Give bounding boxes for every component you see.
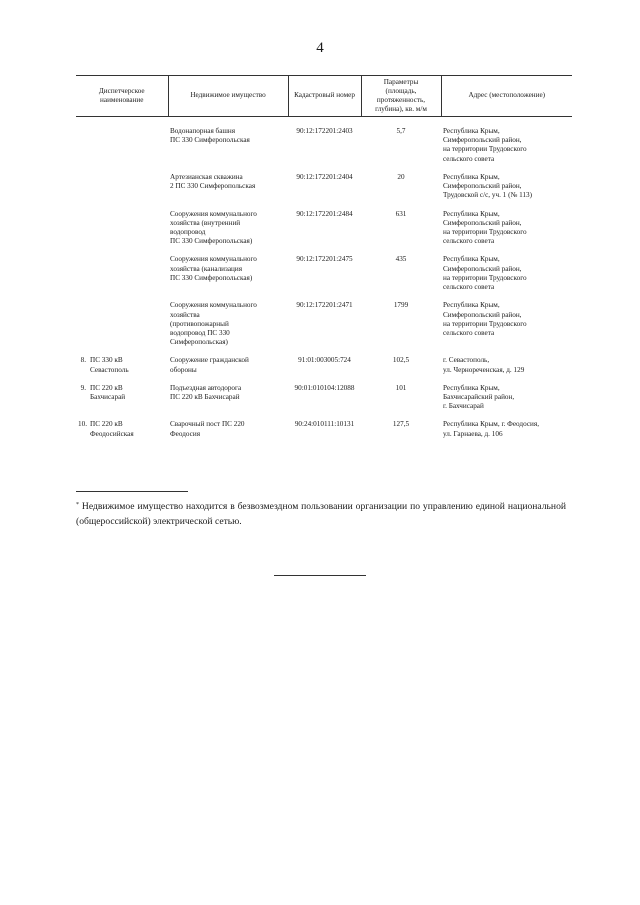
table-row	[76, 301, 572, 356]
row-params: 435	[395, 255, 407, 264]
row-address: Республика Крым, Симферопольский район, на территории Трудовского сельского совета	[443, 127, 527, 163]
header-address: Адрес (местоположение)	[441, 76, 572, 117]
row-property: Сооружения коммунального хозяйства (противопожарный водопровод ПС 330 Симферопольская)	[170, 301, 257, 347]
table-row	[76, 384, 572, 421]
row-dispatch	[88, 301, 168, 356]
header-dispatch: Диспетчерское наименование	[76, 76, 168, 117]
header-cadastral: Кадастровый номер	[288, 76, 361, 117]
row-address: Республика Крым, Симферопольский район, на территории Трудовского сельского совета	[443, 255, 527, 292]
row-property: Сооружения коммунального хозяйства (внутренний водопровод ПС 330 Симферопольская)	[170, 209, 257, 246]
row-address: Республика Крым, Симферопольский район, на территории Трудовского сельского совета	[443, 301, 527, 337]
row-cadastral: 90:12:172201:2471	[296, 301, 353, 310]
row-params: 101	[395, 383, 407, 392]
row-property: Сооружение гражданской обороны	[170, 356, 249, 374]
row-number: 10.	[78, 420, 87, 429]
header-params: Параметры (площадь, протяженность, глубина), кв. м/м	[361, 76, 441, 117]
row-params: 20	[397, 172, 405, 181]
table-row	[76, 210, 572, 256]
table-row	[76, 117, 572, 173]
row-cadastral: 90:01:010104:12088	[294, 383, 355, 392]
row-address: Республика Крым, Симферопольский район, на территории Трудовского сельского совета	[443, 209, 527, 246]
row-property: Артезианская скважина 2 ПС 330 Симферопольская	[170, 172, 256, 191]
footnote	[76, 500, 566, 530]
row-address: Республика Крым, г. Феодосия, ул. Гарнаева, д. 106	[443, 420, 540, 438]
row-number	[76, 301, 88, 356]
header-property: Недвижимое имущество	[168, 76, 288, 117]
table-row	[76, 356, 572, 383]
row-params: 127,5	[392, 420, 410, 429]
row-property: Водонапорная башня ПС 330 Симферопольская	[170, 127, 250, 145]
row-address: Республика Крым, Симферопольский район, Трудовской с/с, уч. 1 (№ 113)	[443, 172, 533, 200]
row-number	[76, 117, 88, 173]
row-cadastral: 90:12:172201:2475	[296, 255, 353, 264]
table-row	[76, 255, 572, 301]
row-cadastral: 90:24:010111:10131	[294, 420, 355, 429]
row-params: 102,5	[392, 356, 410, 365]
footnote-divider	[76, 491, 188, 492]
page-number: 4	[316, 40, 324, 56]
row-property: Сварочный пост ПС 220 Феодосия	[170, 420, 245, 438]
property-table	[76, 75, 572, 439]
row-dispatch: ПС 220 кВ Феодосийская	[90, 420, 134, 438]
row-params: 5,7	[396, 127, 406, 135]
row-dispatch: ПС 220 кВ Бахчисарай	[90, 383, 126, 402]
row-cadastral: 90:12:172201:2484	[296, 209, 353, 218]
table-body	[76, 117, 572, 439]
row-number: 8.	[80, 356, 86, 365]
table-row	[76, 420, 572, 438]
table-row	[76, 173, 572, 210]
row-cadastral: 90:12:172201:2404	[296, 172, 353, 181]
row-address: Республика Крым, Бахчисарайский район, г. Бахчисарай	[443, 383, 515, 411]
row-number	[76, 173, 88, 210]
footnote-mark: *	[76, 502, 79, 508]
row-dispatch	[88, 117, 168, 173]
row-dispatch	[88, 255, 168, 301]
row-number	[76, 210, 88, 256]
row-cadastral: 90:12:172201:2403	[296, 127, 353, 135]
row-cadastral: 91:01:003005:724	[298, 356, 351, 365]
end-divider	[274, 575, 366, 576]
row-property: Сооружения коммунального хозяйства (канализация ПС 330 Симферопольская)	[170, 255, 257, 282]
row-dispatch	[88, 210, 168, 256]
row-address: г. Севастополь, ул. Чернореченская, д. 129	[443, 356, 525, 374]
row-number	[76, 255, 88, 301]
row-dispatch	[88, 173, 168, 210]
table-header	[76, 76, 572, 117]
row-property: Подъездная автодорога ПС 220 кВ Бахчисарай	[170, 383, 242, 402]
row-dispatch: ПС 330 кВ Севастополь	[90, 356, 129, 374]
row-number: 9.	[80, 383, 86, 392]
row-params: 1799	[393, 301, 409, 310]
footnote-text: Недвижимое имущество находится в безвозмездном пользовании организации по управлению единой национальной (общероссийской) электрической сетью.	[76, 501, 566, 527]
row-params: 631	[395, 209, 407, 218]
